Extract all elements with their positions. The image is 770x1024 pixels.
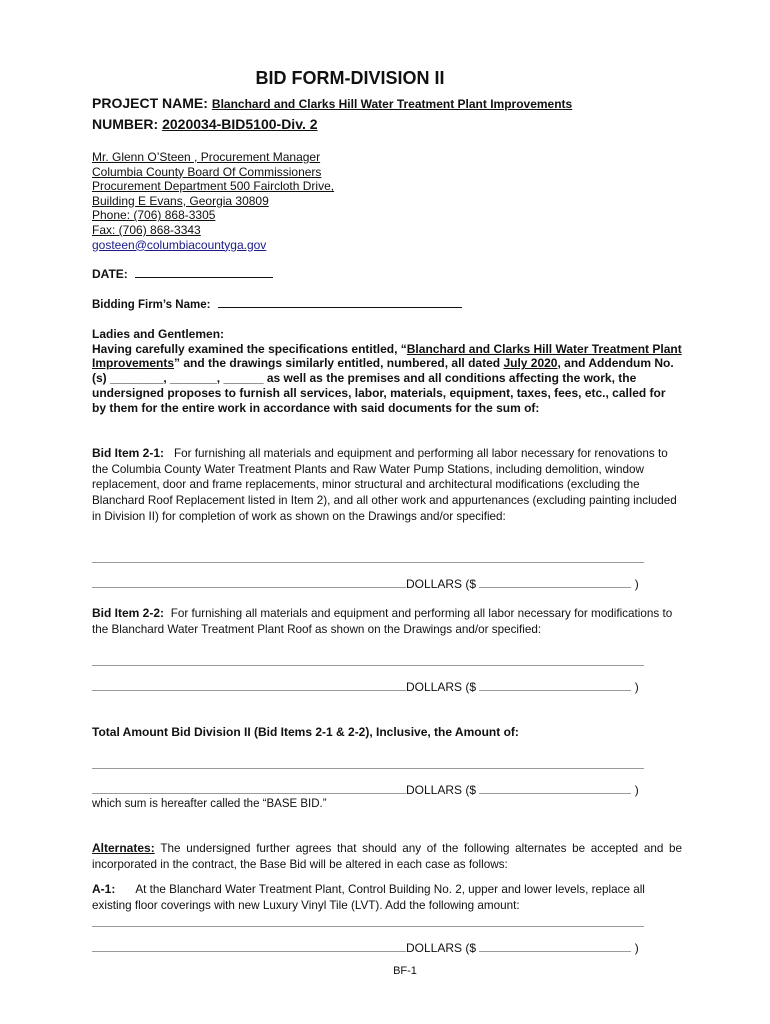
address-line: Building E Evans, Georgia 30809 xyxy=(92,193,269,208)
spec-title: Blanchard and Clarks Hill Water Treatment Plant Improvements xyxy=(92,341,682,371)
dollars-label: DOLLARS ($ xyxy=(406,941,477,955)
project-name-label: PROJECT NAME: xyxy=(92,95,208,111)
date-line xyxy=(92,267,273,281)
project-name-value: Blanchard and Clarks Hill Water Treatment Plant Improvements xyxy=(211,97,573,111)
intro-body xyxy=(92,342,682,416)
bid-item-2-1-label: Bid Item 2-1: xyxy=(92,446,165,460)
alternates-label: Alternates: xyxy=(92,841,155,855)
bid-item-2-1-text: For furnishing all materials and equipment and performing all labor necessary for renovations to the Columbia County Water Treatment Plants and Raw Water Pump Stations, including demolition, window replacement, door and frame replacements, minor structural and architectural modifications (excluding the Blanchard Roof Replacement listed in Item 2), and all other work and appurtenances (excluding painting included in Division II) for completion of work as shown on the Drawings and/or specified: xyxy=(92,447,677,523)
address-line: Columbia County Board Of Commissioners xyxy=(92,164,322,179)
amount-words-field[interactable] xyxy=(92,941,406,952)
address-line: Procurement Department 500 Faircloth Drive, xyxy=(92,179,335,194)
bid-item-2-1 xyxy=(92,446,682,525)
total-amount-label: Total Amount Bid Division II (Bid Items 2-1 & 2-2), Inclusive, the Amount of: xyxy=(92,725,519,739)
drawings-date: July 2020 xyxy=(503,356,558,371)
firm-name-label: Bidding Firm’s Name: xyxy=(92,299,211,311)
intro-text: Having carefully examined the specifications entitled, “ xyxy=(92,341,407,356)
dollars-line xyxy=(92,941,639,955)
amount-words-field[interactable] xyxy=(92,783,406,794)
alternate-a1 xyxy=(92,882,682,913)
amount-words-field[interactable] xyxy=(92,577,406,588)
bid-item-2-2-text: For furnishing all materials and equipment and performing all labor necessary for modifications to the Blanchard Water Treatment Plant Roof as shown on the Drawings and/or specified: xyxy=(92,607,673,636)
amount-words-field[interactable] xyxy=(92,680,406,691)
alternate-a1-text: At the Blanchard Water Treatment Plant, Control Building No. 2, upper and lower levels, replace all existing floor coverings with new Luxury Vinyl Tile (LVT). Add the following amount: xyxy=(92,883,645,912)
dollars-label: DOLLARS ($ xyxy=(406,680,477,694)
dollars-close: ) xyxy=(634,680,639,694)
address-line: Phone: (706) 868-3305 xyxy=(92,208,216,223)
base-bid-note: which sum is hereafter called the “BASE BID.” xyxy=(92,798,327,810)
page-number: BF-1 xyxy=(393,965,417,977)
dollars-label: DOLLARS ($ xyxy=(406,783,477,797)
firm-line xyxy=(92,297,462,311)
dollars-close: ) xyxy=(634,577,639,591)
date-label: DATE: xyxy=(92,267,128,281)
amount-figures-field[interactable] xyxy=(479,680,631,691)
project-number-line xyxy=(92,116,318,132)
amount-words-line[interactable] xyxy=(92,562,644,563)
project-name-line xyxy=(92,95,572,111)
dollars-line xyxy=(92,680,639,694)
alternate-a1-label: A-1: xyxy=(92,882,116,896)
salutation: Ladies and Gentlemen: xyxy=(92,327,225,341)
dollars-line xyxy=(92,783,639,797)
alternates-paragraph xyxy=(92,841,682,872)
address-block xyxy=(92,150,334,252)
alternates-text: The undersigned further agrees that should any of the following alternates be accepted and be incorporated in the contract, the Base Bid will be altered in each case as follows: xyxy=(92,842,682,871)
amount-words-line[interactable] xyxy=(92,768,644,769)
project-number-label: NUMBER: xyxy=(92,116,159,132)
project-number-value: 2020034-BID5100-Div. 2 xyxy=(162,116,318,132)
address-line: Mr. Glenn O’Steen , Procurement Manager xyxy=(92,150,321,164)
email-link[interactable]: gosteen@columbiacountyga.gov xyxy=(92,237,267,252)
bid-item-2-2-label: Bid Item 2-2: xyxy=(92,606,165,620)
intro-text: ” and the drawings similarly entitled, numbered, all dated xyxy=(174,356,504,371)
dollars-close: ) xyxy=(634,941,639,955)
amount-words-line[interactable] xyxy=(92,665,644,666)
bid-item-2-2 xyxy=(92,606,682,637)
intro-paragraph xyxy=(92,327,682,415)
amount-figures-field[interactable] xyxy=(479,577,631,588)
dollars-line xyxy=(92,577,639,591)
address-line: Fax: (706) 868-3343 xyxy=(92,222,201,237)
intro-text: , and Addendum No.(s) ________, _______, ______ as well as the premises and all conditions affecting the work, the undersigned proposes to furnish all services, labor, materials, equipment, taxes, fees, etc., called for by them for the entire work in accordance with said documents for the sum of: xyxy=(92,356,674,415)
amount-figures-field[interactable] xyxy=(479,941,631,952)
firm-name-field[interactable] xyxy=(218,297,462,308)
amount-words-line[interactable] xyxy=(92,926,644,927)
dollars-close: ) xyxy=(634,783,639,797)
dollars-label: DOLLARS ($ xyxy=(406,577,477,591)
date-field[interactable] xyxy=(135,267,273,278)
page-title: BID FORM-DIVISION II xyxy=(255,68,445,88)
amount-figures-field[interactable] xyxy=(479,783,631,794)
